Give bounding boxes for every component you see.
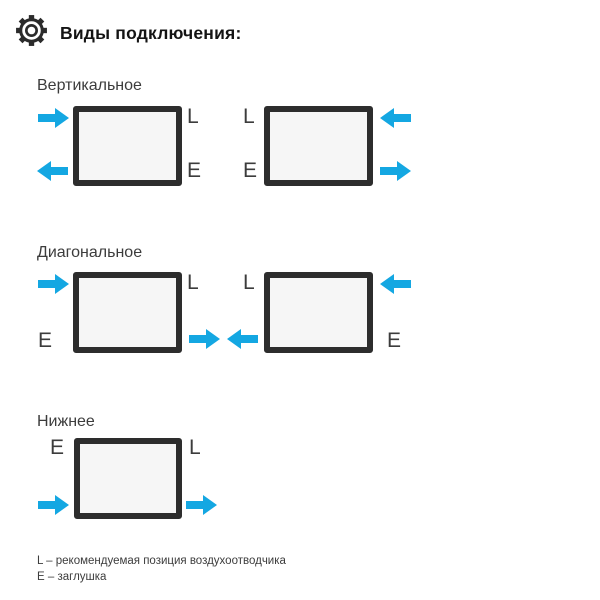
port-label-e: E [243,159,258,182]
port-label-e: E [50,436,65,459]
port-label-e: E [387,329,402,352]
gear-icon [14,13,49,48]
port-label-l: L [187,271,199,294]
flow-inlet-arrow-right-icon [38,273,69,295]
flow-outlet-arrow-left-icon [227,328,258,350]
section-label-bottom: Нижнее [37,413,95,430]
port-label-e: E [38,329,53,352]
radiator-body [73,106,182,186]
flow-outlet-arrow-right-icon [380,160,411,182]
flow-inlet-arrow-left-icon [380,107,411,129]
flow-inlet-arrow-right-icon [38,494,69,516]
section-label-vertical: Вертикальное [37,77,142,94]
flow-outlet-arrow-right-icon [189,328,220,350]
radiator-body [264,272,373,353]
flow-outlet-arrow-left-icon [37,160,68,182]
radiator-body [74,438,182,519]
legend [37,553,286,585]
port-label-l: L [187,105,199,128]
port-label-l: L [189,436,201,459]
radiator-body [264,106,373,186]
radiator-body [73,272,182,353]
legend-line-e: E – заглушка [37,571,107,583]
section-label-diagonal: Диагональное [37,244,143,261]
legend-line-l: L – рекомендуемая позиция воздухоотводчика [37,555,286,567]
flow-outlet-arrow-right-icon [186,494,217,516]
flow-inlet-arrow-left-icon [380,273,411,295]
flow-inlet-arrow-right-icon [38,107,69,129]
port-label-l: L [243,271,255,294]
port-label-e: E [187,159,202,182]
page-title: Виды подключения: [60,23,242,43]
port-label-l: L [243,105,255,128]
